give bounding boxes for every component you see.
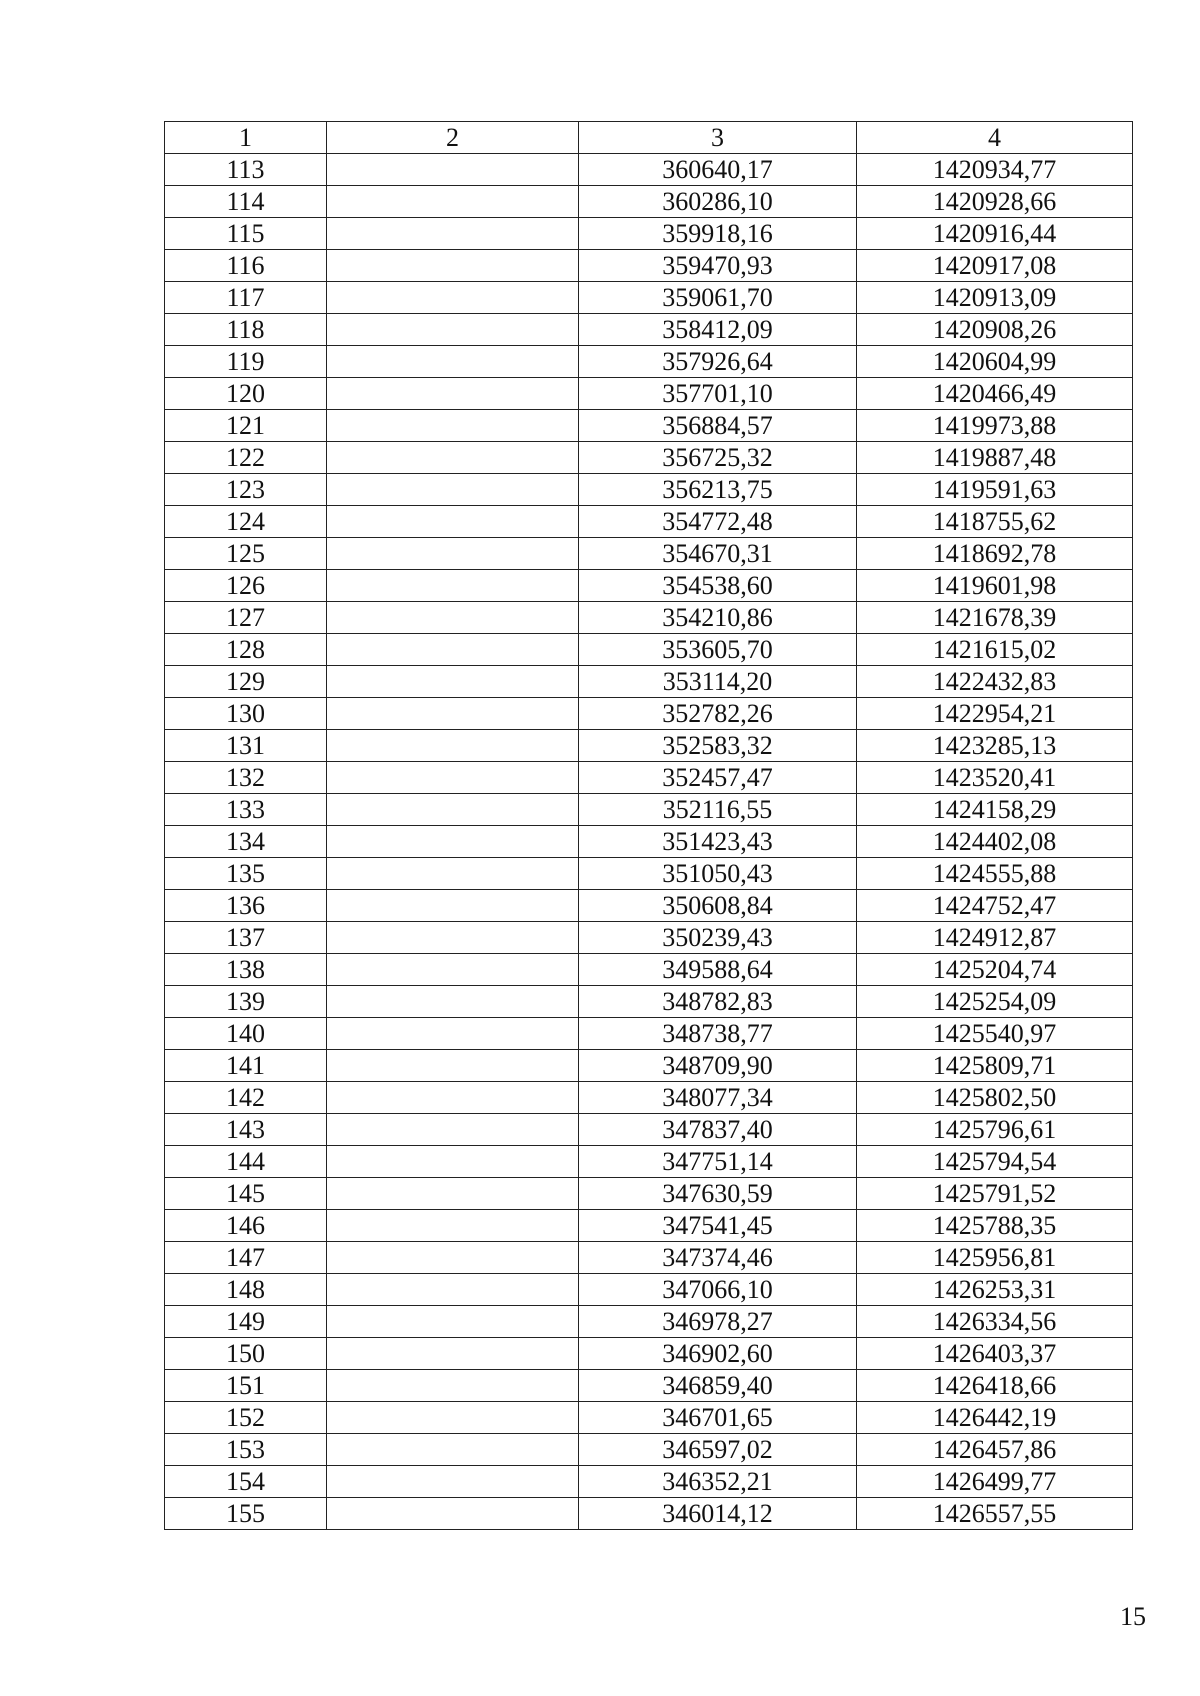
table-cell (327, 250, 579, 282)
table-cell: 1425802,50 (857, 1082, 1133, 1114)
table-cell: 1425794,54 (857, 1146, 1133, 1178)
table-row (165, 954, 1133, 986)
table-cell (327, 602, 579, 634)
table-cell: 353114,20 (579, 666, 857, 698)
table-cell: 1424555,88 (857, 858, 1133, 890)
table-cell: 1426334,56 (857, 1306, 1133, 1338)
table-cell: 1426557,55 (857, 1498, 1133, 1530)
table-cell (327, 1338, 579, 1370)
table-row (165, 1242, 1133, 1274)
table-cell: 347374,46 (579, 1242, 857, 1274)
table-cell: 359061,70 (579, 282, 857, 314)
table-cell: 127 (165, 602, 327, 634)
table-cell (327, 314, 579, 346)
table-cell: 1421615,02 (857, 634, 1133, 666)
table-cell: 346597,02 (579, 1434, 857, 1466)
table-cell (327, 826, 579, 858)
table-cell: 1425796,61 (857, 1114, 1133, 1146)
table-cell: 1426442,19 (857, 1402, 1133, 1434)
table-cell (327, 1370, 579, 1402)
table-cell: 155 (165, 1498, 327, 1530)
table-cell: 151 (165, 1370, 327, 1402)
table-cell: 137 (165, 922, 327, 954)
table-cell: 348709,90 (579, 1050, 857, 1082)
table-cell: 347541,45 (579, 1210, 857, 1242)
table-row (165, 762, 1133, 794)
table-cell: 1425788,35 (857, 1210, 1133, 1242)
table-cell (327, 410, 579, 442)
table-cell: 1419973,88 (857, 410, 1133, 442)
table-cell: 360286,10 (579, 186, 857, 218)
table-cell: 1420916,44 (857, 218, 1133, 250)
table-cell: 152 (165, 1402, 327, 1434)
table-row (165, 1178, 1133, 1210)
table-cell: 116 (165, 250, 327, 282)
table-cell: 352583,32 (579, 730, 857, 762)
table-cell: 113 (165, 154, 327, 186)
table-row (165, 1210, 1133, 1242)
table-row (165, 602, 1133, 634)
table-cell: 130 (165, 698, 327, 730)
table-row (165, 826, 1133, 858)
table-cell: 1424912,87 (857, 922, 1133, 954)
table-row (165, 1274, 1133, 1306)
column-header: 1 (165, 122, 327, 154)
table-row (165, 218, 1133, 250)
table-cell: 346701,65 (579, 1402, 857, 1434)
table-cell: 128 (165, 634, 327, 666)
table-cell (327, 538, 579, 570)
table-cell: 134 (165, 826, 327, 858)
table-cell: 1420908,26 (857, 314, 1133, 346)
table-cell: 1420604,99 (857, 346, 1133, 378)
table-cell: 359918,16 (579, 218, 857, 250)
table-cell: 1425204,74 (857, 954, 1133, 986)
table-header-row (165, 122, 1133, 154)
table-cell: 346014,12 (579, 1498, 857, 1530)
table-cell: 1419591,63 (857, 474, 1133, 506)
table-cell: 347066,10 (579, 1274, 857, 1306)
table-cell (327, 1498, 579, 1530)
table-cell: 1418755,62 (857, 506, 1133, 538)
table-cell (327, 154, 579, 186)
table-row (165, 1018, 1133, 1050)
table-cell (327, 506, 579, 538)
table-cell: 154 (165, 1466, 327, 1498)
table-cell (327, 858, 579, 890)
table-cell: 1420913,09 (857, 282, 1133, 314)
table-cell: 1423520,41 (857, 762, 1133, 794)
table-cell: 351050,43 (579, 858, 857, 890)
table-cell: 1424158,29 (857, 794, 1133, 826)
table-cell: 356213,75 (579, 474, 857, 506)
table-row (165, 154, 1133, 186)
table-cell: 348782,83 (579, 986, 857, 1018)
table-cell: 347837,40 (579, 1114, 857, 1146)
table-cell: 126 (165, 570, 327, 602)
table-cell: 117 (165, 282, 327, 314)
table-cell: 1426418,66 (857, 1370, 1133, 1402)
table-cell: 125 (165, 538, 327, 570)
table-cell: 1420466,49 (857, 378, 1133, 410)
table-cell: 354772,48 (579, 506, 857, 538)
table-cell: 123 (165, 474, 327, 506)
table-cell (327, 1274, 579, 1306)
table-row (165, 250, 1133, 282)
table-row (165, 282, 1133, 314)
table-cell: 122 (165, 442, 327, 474)
table-row (165, 474, 1133, 506)
table-row (165, 1498, 1133, 1530)
table-row (165, 570, 1133, 602)
table-cell: 118 (165, 314, 327, 346)
table-cell: 1425809,71 (857, 1050, 1133, 1082)
table-cell: 352782,26 (579, 698, 857, 730)
table-cell: 354538,60 (579, 570, 857, 602)
table-cell (327, 762, 579, 794)
table-cell: 120 (165, 378, 327, 410)
table-cell: 356884,57 (579, 410, 857, 442)
table-cell: 354670,31 (579, 538, 857, 570)
table-cell: 357926,64 (579, 346, 857, 378)
table-cell (327, 474, 579, 506)
table-cell: 349588,64 (579, 954, 857, 986)
table-cell: 354210,86 (579, 602, 857, 634)
table-cell (327, 1018, 579, 1050)
table-cell (327, 890, 579, 922)
table-row (165, 1466, 1133, 1498)
table-cell: 1426499,77 (857, 1466, 1133, 1498)
table-row (165, 538, 1133, 570)
table-row (165, 346, 1133, 378)
table-cell: 346352,21 (579, 1466, 857, 1498)
table-row (165, 698, 1133, 730)
table-cell: 143 (165, 1114, 327, 1146)
table-cell (327, 442, 579, 474)
table-cell: 348077,34 (579, 1082, 857, 1114)
table-cell: 121 (165, 410, 327, 442)
table-cell: 1420928,66 (857, 186, 1133, 218)
table-cell: 1426253,31 (857, 1274, 1133, 1306)
table-cell: 360640,17 (579, 154, 857, 186)
table-cell: 350239,43 (579, 922, 857, 954)
table-cell: 353605,70 (579, 634, 857, 666)
table-cell: 150 (165, 1338, 327, 1370)
table-cell: 148 (165, 1274, 327, 1306)
table-row (165, 730, 1133, 762)
table-cell (327, 1178, 579, 1210)
table-body (165, 154, 1133, 1530)
table-cell: 346902,60 (579, 1338, 857, 1370)
column-header: 4 (857, 122, 1133, 154)
table-row (165, 858, 1133, 890)
table-cell: 1425540,97 (857, 1018, 1133, 1050)
table-cell (327, 1146, 579, 1178)
table-cell: 133 (165, 794, 327, 826)
table-cell (327, 1466, 579, 1498)
table-row (165, 666, 1133, 698)
table-cell: 352457,47 (579, 762, 857, 794)
table-row (165, 186, 1133, 218)
table-cell: 144 (165, 1146, 327, 1178)
table-cell: 359470,93 (579, 250, 857, 282)
table-cell: 1425956,81 (857, 1242, 1133, 1274)
table-cell (327, 282, 579, 314)
table-cell (327, 218, 579, 250)
table-cell: 1425254,09 (857, 986, 1133, 1018)
table-cell: 346978,27 (579, 1306, 857, 1338)
table-cell: 115 (165, 218, 327, 250)
column-header: 3 (579, 122, 857, 154)
table-cell: 348738,77 (579, 1018, 857, 1050)
table-row (165, 1114, 1133, 1146)
table-cell: 350608,84 (579, 890, 857, 922)
table-row (165, 378, 1133, 410)
table-cell (327, 730, 579, 762)
table-row (165, 1050, 1133, 1082)
table-cell (327, 1210, 579, 1242)
table-row (165, 634, 1133, 666)
table-cell: 1420917,08 (857, 250, 1133, 282)
table-cell: 146 (165, 1210, 327, 1242)
table-cell: 347630,59 (579, 1178, 857, 1210)
table-row (165, 1146, 1133, 1178)
table-cell: 138 (165, 954, 327, 986)
table-cell: 1421678,39 (857, 602, 1133, 634)
table-row (165, 1082, 1133, 1114)
table-row (165, 410, 1133, 442)
table-cell (327, 634, 579, 666)
table-cell: 142 (165, 1082, 327, 1114)
table-cell (327, 570, 579, 602)
table-cell (327, 1306, 579, 1338)
table-cell (327, 1114, 579, 1146)
table-cell (327, 1434, 579, 1466)
table-cell: 136 (165, 890, 327, 922)
table-cell (327, 922, 579, 954)
table-cell: 357701,10 (579, 378, 857, 410)
table-cell: 1425791,52 (857, 1178, 1133, 1210)
table-row (165, 890, 1133, 922)
table-cell: 132 (165, 762, 327, 794)
table-cell (327, 378, 579, 410)
table-cell (327, 954, 579, 986)
column-header: 2 (327, 122, 579, 154)
table-cell (327, 186, 579, 218)
table-cell (327, 1402, 579, 1434)
table-cell: 358412,09 (579, 314, 857, 346)
table-row (165, 1402, 1133, 1434)
table-cell: 346859,40 (579, 1370, 857, 1402)
table-cell: 139 (165, 986, 327, 1018)
table-cell: 1422432,83 (857, 666, 1133, 698)
table-cell: 149 (165, 1306, 327, 1338)
table-cell: 1423285,13 (857, 730, 1133, 762)
table-cell: 347751,14 (579, 1146, 857, 1178)
table-row (165, 922, 1133, 954)
table-cell: 135 (165, 858, 327, 890)
table-cell (327, 1050, 579, 1082)
table-cell: 129 (165, 666, 327, 698)
table-cell: 352116,55 (579, 794, 857, 826)
table-row (165, 1370, 1133, 1402)
page-number: 15 (1120, 1602, 1146, 1631)
table-cell: 1426403,37 (857, 1338, 1133, 1370)
table-row (165, 986, 1133, 1018)
table-cell: 153 (165, 1434, 327, 1466)
table-cell: 1426457,86 (857, 1434, 1133, 1466)
table-cell: 147 (165, 1242, 327, 1274)
table-cell (327, 346, 579, 378)
table-cell (327, 794, 579, 826)
table-cell: 1424752,47 (857, 890, 1133, 922)
table-cell: 141 (165, 1050, 327, 1082)
table-cell (327, 1242, 579, 1274)
coordinates-table (164, 121, 1133, 1530)
table-row (165, 1338, 1133, 1370)
table-cell: 1419601,98 (857, 570, 1133, 602)
table-cell (327, 666, 579, 698)
table-cell (327, 986, 579, 1018)
table-row (165, 794, 1133, 826)
table-cell: 140 (165, 1018, 327, 1050)
table-cell: 131 (165, 730, 327, 762)
table-row (165, 442, 1133, 474)
table-row (165, 1434, 1133, 1466)
table-cell: 1422954,21 (857, 698, 1133, 730)
table-cell (327, 698, 579, 730)
table-cell: 124 (165, 506, 327, 538)
table-row (165, 506, 1133, 538)
table-cell: 351423,43 (579, 826, 857, 858)
table-cell: 1420934,77 (857, 154, 1133, 186)
table-cell: 356725,32 (579, 442, 857, 474)
table-cell: 1419887,48 (857, 442, 1133, 474)
table-cell: 1424402,08 (857, 826, 1133, 858)
table-cell: 119 (165, 346, 327, 378)
table-cell: 145 (165, 1178, 327, 1210)
table-cell: 1418692,78 (857, 538, 1133, 570)
table-row (165, 314, 1133, 346)
table-cell (327, 1082, 579, 1114)
table-row (165, 1306, 1133, 1338)
table-cell: 114 (165, 186, 327, 218)
